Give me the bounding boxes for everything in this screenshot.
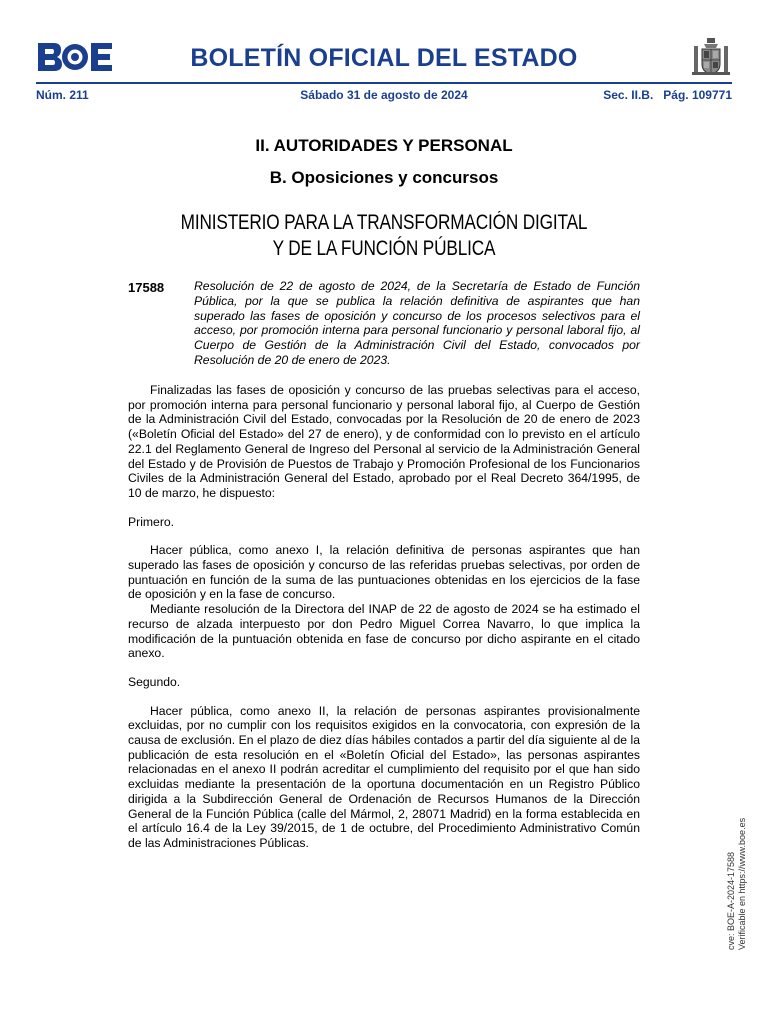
coat-of-arms-icon [690, 36, 732, 78]
resolution-summary: Resolución de 22 de agosto de 2024, de la Secretaría de Estado de Función Pública, por la que se publica la relación definitiva de aspirantes que han superado las fases de oposición y concurso de los procesos selectivos para el acceso, por promoción interna para personal funcionario y personal laboral fijo, al Cuerpo de Gestión de la Administración Civil del Estado, convocados por Resolución de 20 de enero de 2023. [194, 279, 640, 367]
paragraph-second-1: Hacer pública, como anexo II, la relación de personas aspirantes provisionalmente excluidas, por no cumplir con los requisitos exigidos en la convocatoria, con expresión de la causa de exclusión. En el plazo de diez días hábiles contados a partir del día siguiente al de la publicación de esta resolución en el «Boletín Oficial del Estado», las personas aspirantes relacionadas en el anexo II podrán acreditar el cumplimiento del requisito por el que han sido excluidas mediante la presentación de la oportuna documentación en un Registro Público dirigida a la Subdirección General de Ordenación de Recursos Humanos de la Dirección General de la Función Pública (calle del Mármol, 2, 28071 Madrid) en la forma establecida en el artículo 16.4 de la Ley 39/2015, de 1 de octubre, del Procedimiento Administrativo Común de las Administraciones Públicas. [128, 703, 640, 850]
gazette-title: BOLETÍN OFICIAL DEL ESTADO [190, 44, 578, 72]
subsection-heading: B. Oposiciones y concursos [269, 168, 499, 187]
document-body [128, 383, 640, 851]
intro-paragraph: Finalizadas las fases de oposición y concurso de las pruebas selectivas para el acceso, por promoción interna para personal funcionario y personal laboral fijo, al Cuerpo de Gestión de la Administración Civil del Estado, convocadas por la Resolución de 20 de enero de 2023 («Boletín Oficial del Estado» del 27 de enero), y de conformidad con lo previsto en el artículo 22.1 del Reglamento General de Ingreso del Personal al servicio de la Administración General del Estado y de Provisión de Puestos de Trabajo y Promoción Profesional de los Funcionarios Civiles de la Administración General del Estado, aprobado por el Real Decreto 364/1995, de 10 de marzo, he dispuesto: [128, 383, 640, 500]
article-heading-first: Primero. [128, 514, 175, 529]
paragraph-first-1: Hacer pública, como anexo I, la relación definitiva de personas aspirantes que han superado las fases de oposición y concurso de las referidas pruebas selectivas, por orden de puntuación en función de la suma de las puntuaciones obtenidas en los ejercicios de la fase de oposición y en la fase de concurso. [128, 543, 640, 602]
section-heading: II. AUTORIDADES Y PERSONAL [255, 136, 513, 155]
header-rule [36, 82, 732, 84]
ministry-heading [69, 210, 699, 262]
page-number: Pág. 109771 [663, 88, 732, 102]
document-number: 17588 [128, 280, 165, 295]
paragraph-first-2: Mediante resolución de la Directora del INAP de 22 de agosto de 2024 se ha estimado el recurso de alzada interpuesto por don Pedro Miguel Correa Navarro, lo que implica la modificación de la puntuación obtenida en fase de concurso por dicho aspirante en el citado anexo. [128, 602, 640, 661]
section-label: Sec. II.B. [603, 88, 654, 102]
issue-number: Núm. 211 [36, 88, 89, 102]
article-heading-second: Segundo. [128, 674, 181, 689]
section-page [593, 88, 732, 102]
ministry-line-2: Y DE LA FUNCIÓN PÚBLICA [272, 237, 496, 260]
verification-note [726, 818, 748, 950]
ministry-line-1: MINISTERIO PARA LA TRANSFORMACIÓN DIGITAL [180, 211, 588, 234]
issue-date: Sábado 31 de agosto de 2024 [300, 88, 468, 102]
cve-code: cve: BOE-A-2024-17588 [726, 851, 736, 950]
verify-url[interactable]: Verificable en https://www.boe.es [737, 817, 747, 950]
